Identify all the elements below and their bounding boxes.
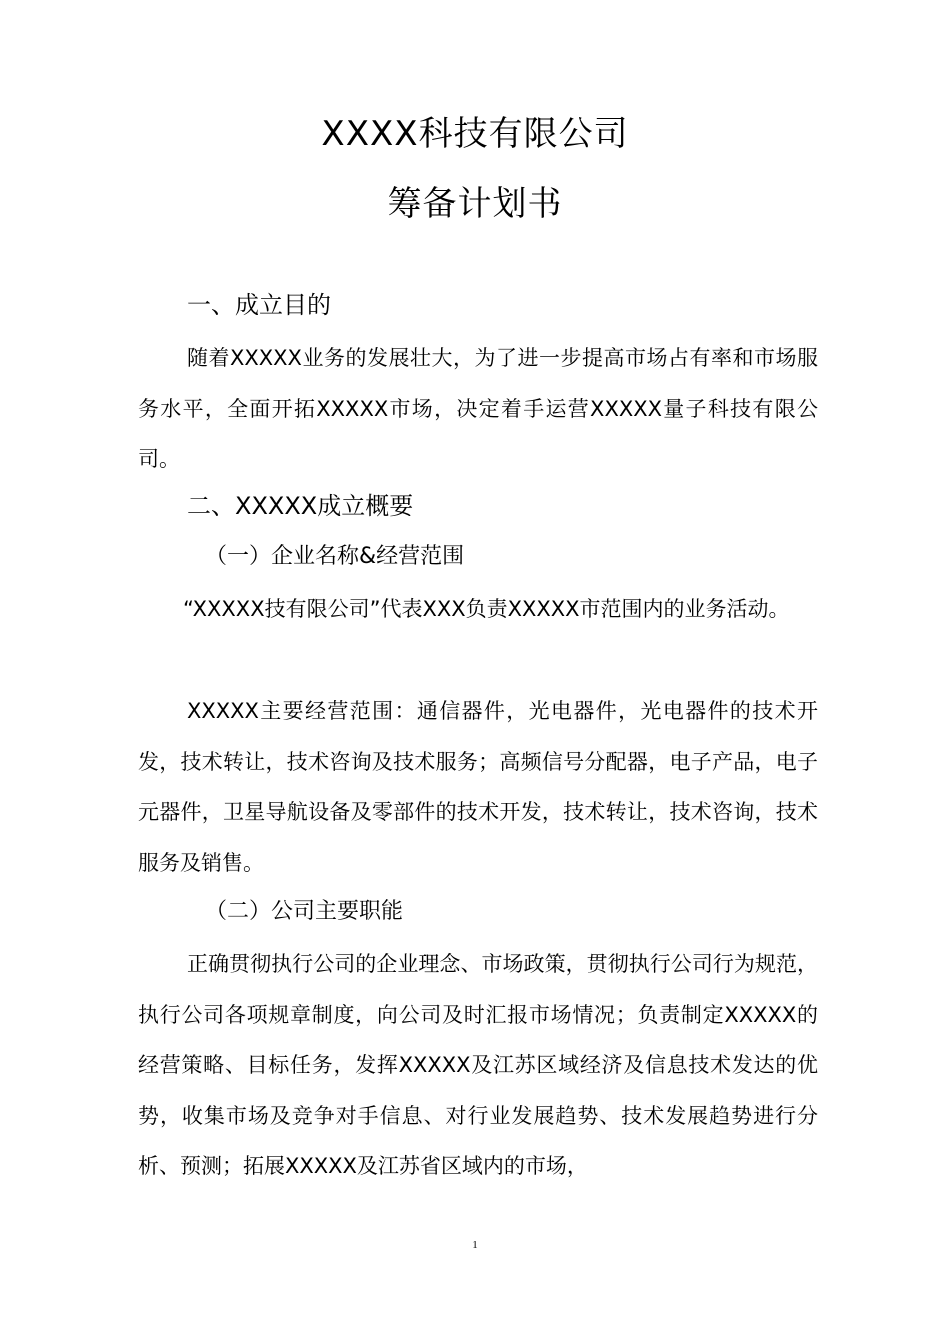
document-title: XXXX科技有限公司 xyxy=(321,114,629,154)
page-number: 1 xyxy=(472,1239,478,1251)
paragraph-purpose: 随着XXXXX业务的发展壮大，为了进一步提高市场占有率和市场服务水平，全面开拓XXXXX市场，决定着手运营XXXXX量子科技有限公司。 xyxy=(138,346,818,471)
section-heading-purpose: 一、成立目的 xyxy=(187,291,331,319)
subsection-heading-functions: （二）公司主要职能 xyxy=(205,899,404,924)
section-heading-overview: 二、XXXXX成立概要 xyxy=(187,492,414,520)
paragraph-functions: 正确贯彻执行公司的企业理念、市场政策，贯彻执行公司行为规范，执行公司各项规章制度，向公司及时汇报市场情况；负责制定XXXXX的经营策略、目标任务，发挥XXXXX及江苏区域经济及信息技术发达的优势，收集市场及竞争对手信息、对行业发展趋势、技术发展趋势进行分析、预测；拓展XXXXX及江苏省区域内的市场， xyxy=(138,952,818,1178)
paragraph-business-scope: XXXXX主要经营范围：通信器件，光电器件，光电器件的技术开发，技术转让，技术咨询及技术服务；高频信号分配器，电子产品，电子元器件，卫星导航设备及零部件的技术开发，技术转让，技术咨询，技术服务及销售。 xyxy=(138,699,818,875)
subsection-heading-name-scope: （一）企业名称&经营范围 xyxy=(205,544,465,569)
document-subtitle: 筹备计划书 xyxy=(387,184,563,224)
paragraph-company-name: “XXXXX技有限公司”代表XXX负责XXXXX市范围内的业务活动。 xyxy=(183,597,790,621)
